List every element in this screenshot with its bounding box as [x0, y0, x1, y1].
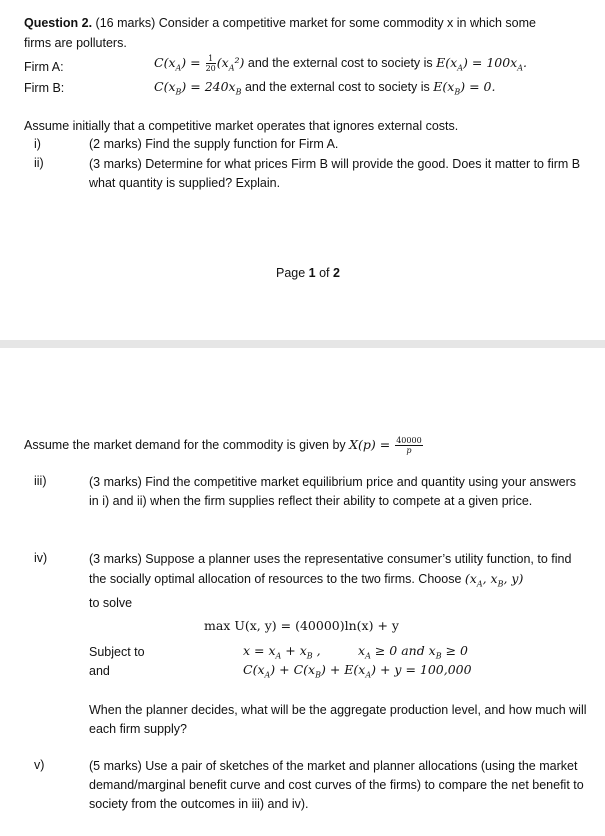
- part-iii-text: (3 marks) Find the competitive market equilibrium price and quantity using your answers in i) and ii) when the firm supplies reflect their ability to compete at a given price.: [89, 475, 577, 508]
- part-iv-number: iv): [34, 551, 48, 565]
- part-ii-text: (3 marks) Determine for what prices Firm B will provide the good. Does it matter to firm B what quantity is supplied? Explain.: [89, 157, 581, 190]
- part-v-number: v): [34, 758, 45, 772]
- page-divider: [0, 340, 605, 348]
- question-heading: Question 2.: [24, 16, 93, 30]
- constraint-budget: $C(x_A) + C(x_B) + E(x_A) + y = 100,000$: [243, 662, 472, 680]
- assume-text: Assume initially that a competitive market operates that ignores external costs.: [24, 119, 459, 133]
- part-i-number: i): [34, 137, 41, 151]
- firm-b-label: Firm B:: [24, 81, 65, 95]
- and-label: and: [89, 664, 110, 678]
- question-header: [24, 16, 536, 30]
- constraint-sum: $x = x_A + x_B$ ,: [243, 643, 321, 661]
- part-iii-number: iii): [34, 474, 47, 488]
- fraction-one-twentieth: $\frac{1}{20}$: [205, 54, 216, 73]
- firm-b-formula: $C(x_B) = 240x_B$ and the external cost to society is $E(x_B) = 0$.: [154, 79, 496, 97]
- question-intro-line2: firms are polluters.: [24, 36, 127, 50]
- demand-statement: Assume the market demand for the commodity is given by X(p) = $\frac{40000}{p}$: [24, 436, 422, 455]
- firm-a-label: Firm A:: [24, 60, 64, 74]
- objective-function: max U(x, y) = (40000)ln(x) + y: [204, 618, 399, 633]
- demand-fraction: $\frac{40000}{p}$: [396, 436, 422, 455]
- part-iv-text: (3 marks) Suppose a planner uses the representative consumer’s utility function, to find the socially optimal allocation of resources to the two firms. Choose ($x_A$, $x_B$, y) to solve: [89, 552, 572, 610]
- part-v-text: (5 marks) Use a pair of sketches of the market and planner allocations (using the market demand/marginal benefit curve and cost curves of the firms) to compare the net benefit to society from the outcomes in iii) and iv).: [89, 759, 584, 811]
- part-i-text: (2 marks) Find the supply function for Firm A.: [89, 137, 339, 151]
- page-footer: Page 1 of 2: [276, 266, 340, 280]
- question-intro-line1: (16 marks) Consider a competitive market for some commodity x in which some: [92, 16, 536, 30]
- subject-to-label: Subject to: [89, 645, 145, 659]
- firm-a-formula: $C(x_A)$ = $\frac{1}{20}$ $(x_A^2)$ and the external cost to society is $E(x_A) = 100x_A$.: [154, 54, 527, 73]
- constraint-nonnegativity: $x_A \ge 0$ and $x_B \ge 0$: [358, 643, 468, 661]
- part-ii-number: ii): [34, 156, 44, 170]
- planner-question: When the planner decides, what will be the aggregate production level, and how much will each firm supply?: [89, 703, 587, 736]
